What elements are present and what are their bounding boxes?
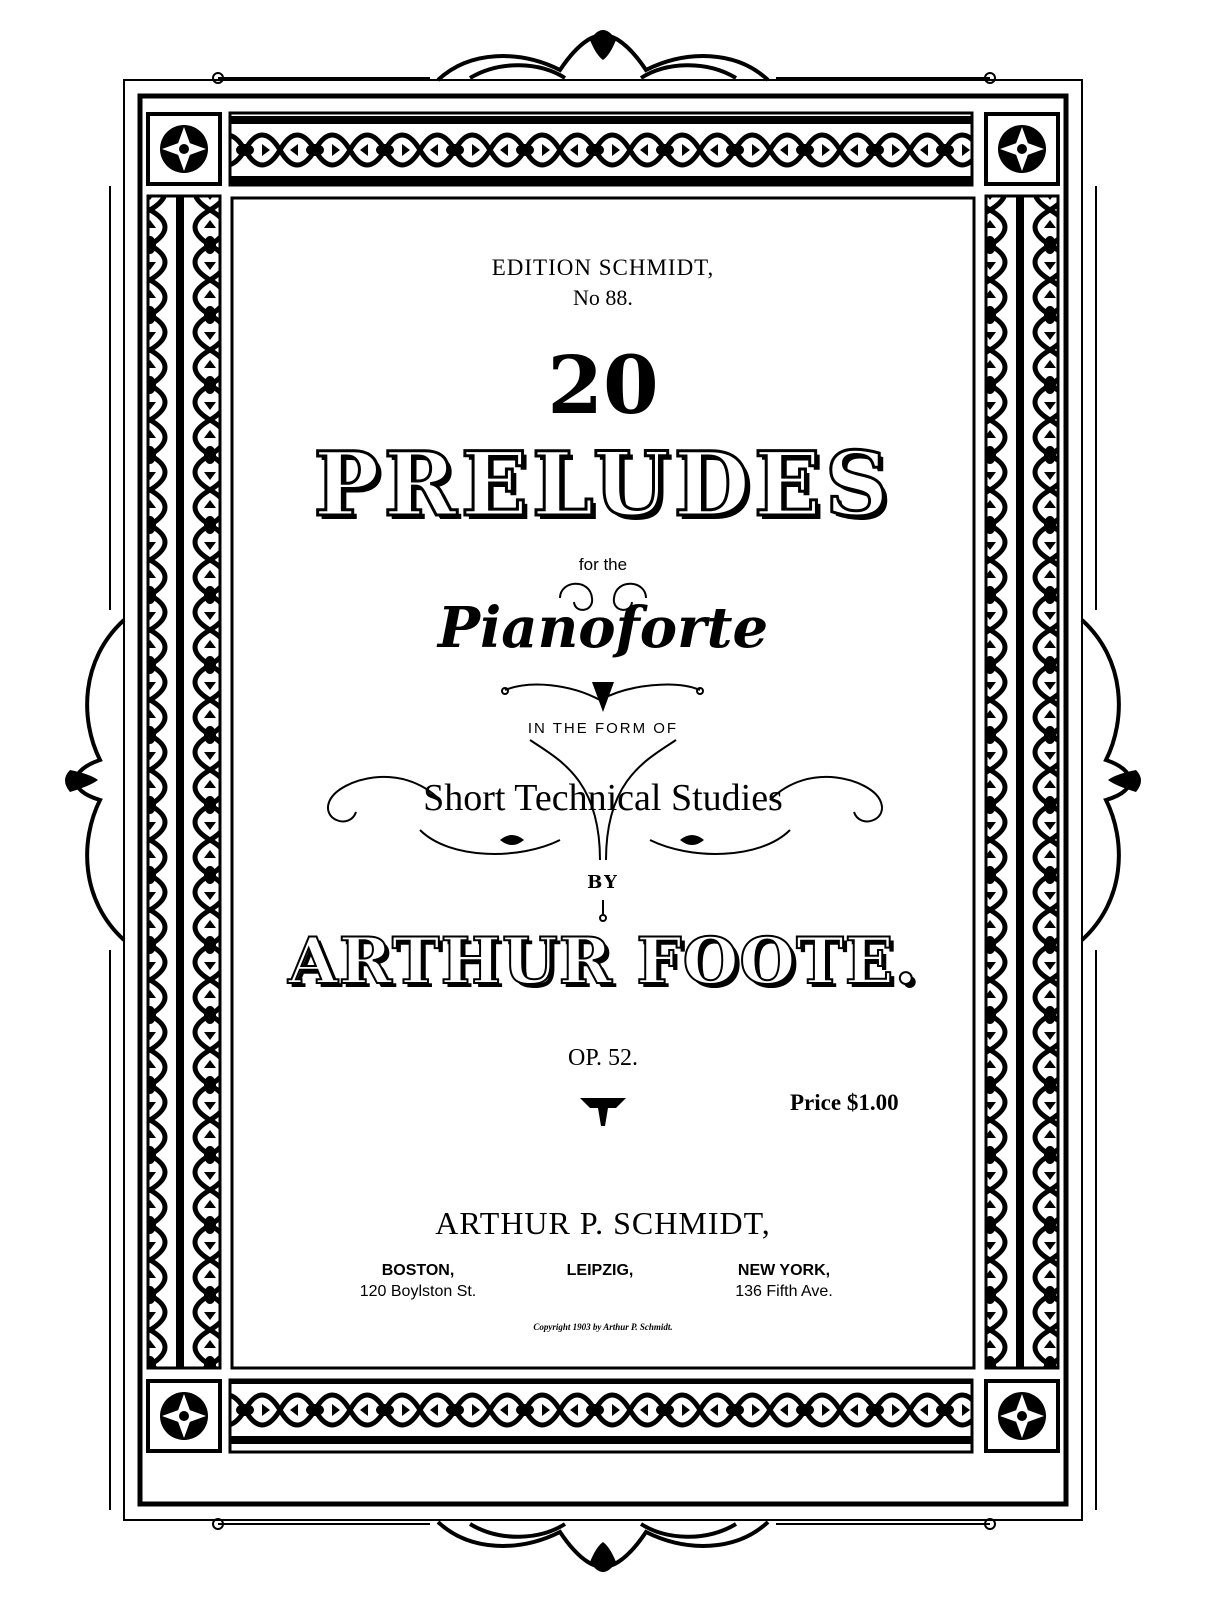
composer-name: ARTHUR FOOTE. — [288, 924, 918, 999]
work-subtitle: Short Technical Studies — [423, 777, 783, 819]
city-boston: BOSTON, — [381, 1262, 455, 1279]
city-leipzig: LEIPZIG, — [566, 1262, 634, 1279]
copyright-notice: Copyright 1903 by Arthur P. Schmidt. — [533, 1322, 673, 1332]
city-new-york: NEW YORK, — [737, 1262, 831, 1279]
by-text: BY — [587, 872, 619, 893]
price-label: Price $1.00 — [790, 1090, 899, 1115]
edition-number: No 88. — [573, 285, 633, 310]
opus-number: OP. 52. — [567, 1045, 639, 1071]
form-of-text: IN THE FORM OF — [527, 720, 679, 737]
for-the-text: for the — [578, 555, 628, 574]
publisher-name: ARTHUR P. SCHMIDT, — [435, 1205, 771, 1241]
prelude-count: 20 — [547, 338, 659, 432]
address-boston: 120 Boylston St. — [359, 1283, 477, 1300]
work-title: PRELUDES — [313, 432, 893, 536]
edition-series: EDITION SCHMIDT, — [491, 255, 715, 280]
instrument-name: Pianoforte — [437, 595, 769, 661]
address-new-york: 136 Fifth Ave. — [735, 1283, 833, 1300]
